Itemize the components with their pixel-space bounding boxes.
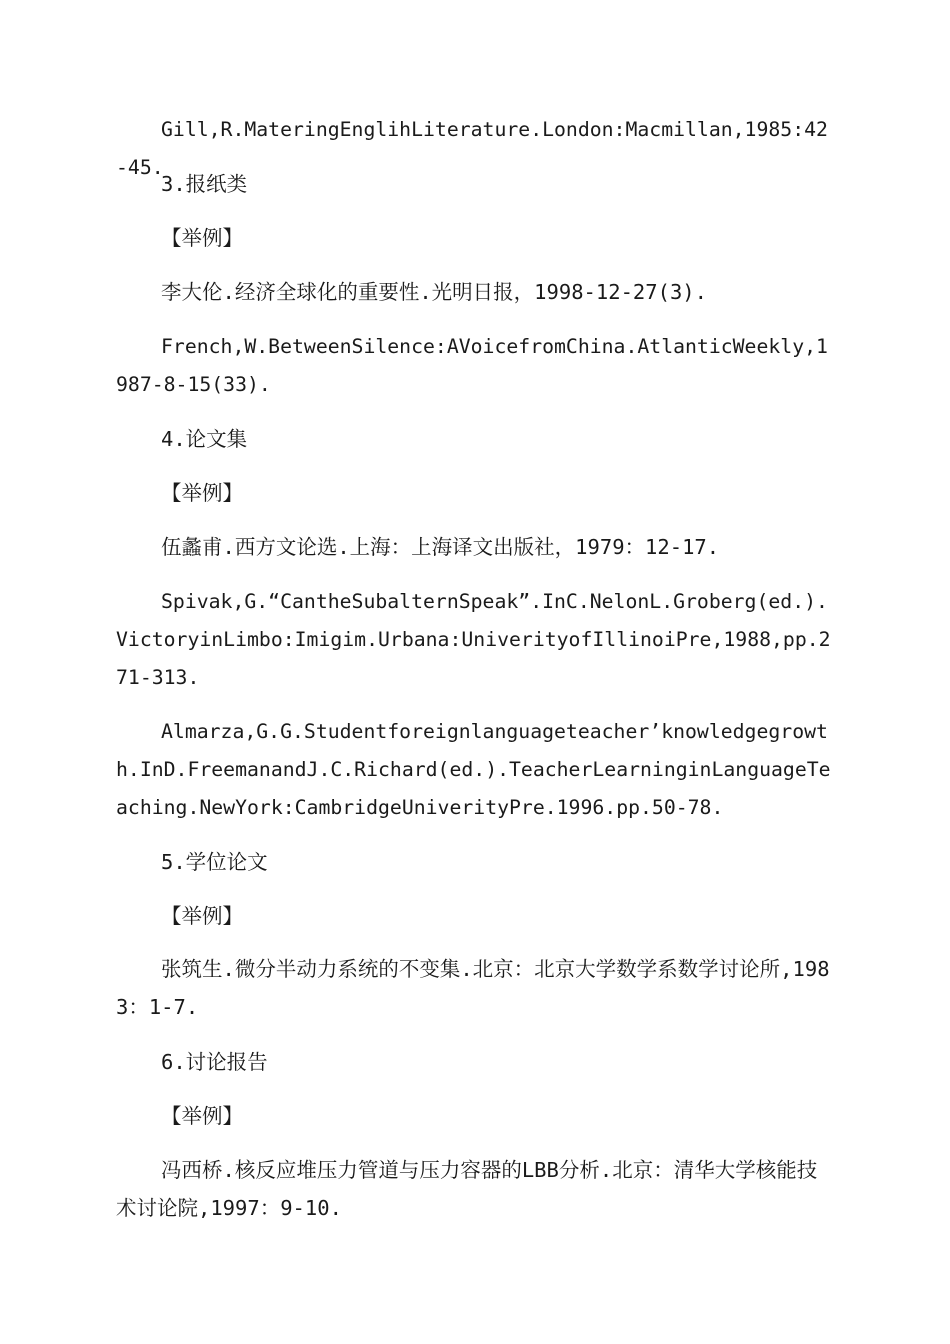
reference-wu-lifu: 伍蠡甫.西方文论选.上海：上海译文出版社，1979：12-17. [161, 535, 720, 559]
reference-french: French,W.BetweenSilence:AVoicefromChina.AtlanticWeekly,1987-8-15(33). [116, 335, 828, 396]
reference-zhang-zhusheng: 张筑生.微分半动力系统的不变集.北京：北京大学数学系数学讨论所,1983：1-7. [116, 957, 830, 1019]
reference-gill: Gill,R.MateringEnglihLiterature.London:Macmillan,1985:42-45. [116, 118, 828, 179]
section-heading-theses: 5.学位论文 [161, 850, 268, 874]
reference-almarza: Almarza,G.G.Studentforeignlanguageteacher’knowledgegrowth.InD.FreemanandJ.C.Richard(ed.).TeacherLearninginLanguageTeaching.NewYork:CambridgeUniverityPre.1996.pp.50-78. [116, 720, 831, 819]
section-heading-proceedings: 4.论文集 [161, 427, 248, 451]
reference-spivak: Spivak,G.“CantheSubalternSpeak”.InC.NelonL.Groberg(ed.).VictoryinLimbo:Imigim.Urbana:UniverityofIllinoiPre,1988,pp.271-313. [116, 590, 831, 689]
section-heading-reports: 6.讨论报告 [161, 1050, 268, 1074]
example-label: 【举例】 [161, 1104, 243, 1128]
reference-li-dalun: 李大伦.经济全球化的重要性.光明日报，1998-12-27(3). [161, 280, 707, 304]
section-heading-newspapers: 3.报纸类 [161, 172, 248, 196]
reference-feng-xiqiao: 冯西桥.核反应堆压力管道与压力容器的LBB分析.北京：清华大学核能技术讨论院,1997：9-10. [116, 1158, 818, 1220]
example-label: 【举例】 [161, 226, 243, 250]
example-label: 【举例】 [161, 481, 243, 505]
example-label: 【举例】 [161, 904, 243, 928]
